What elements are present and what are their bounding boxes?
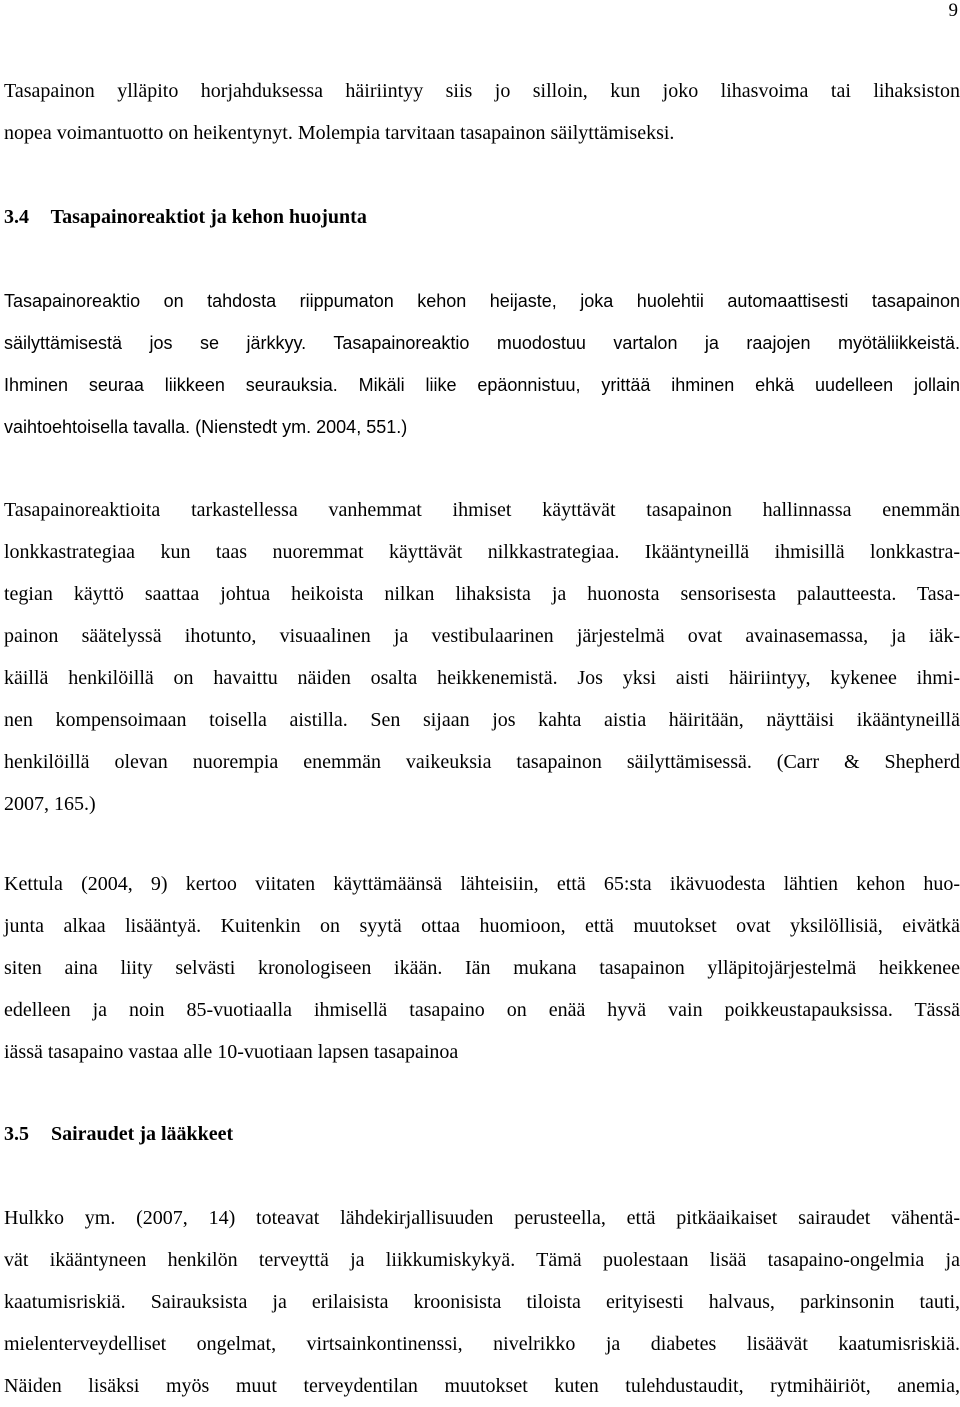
text-line: iässä tasapaino vastaa alle 10-vuotiaan lapsen tasapainoa — [4, 1041, 459, 1063]
text-line: nopea voimantuotto on heikentynyt. Molempia tarvitaan tasapainon säilyttämiseksi. — [4, 122, 675, 144]
paragraph-diseases — [4, 1197, 960, 1407]
text-line: junta alkaa lisääntyä. Kuitenkin on syytä ottaa huomioon, että muutokset ovat yksilöllisiä, eivätkä — [4, 915, 960, 937]
text-line: lonkkastrategiaa kun taas nuoremmat käyttävät nilkkastrategiaa. Ikääntyneillä ihmisillä lonkkastra- — [4, 541, 960, 563]
section-heading-3-5 — [4, 1113, 233, 1155]
text-line: vaihtoehtoisella tavalla. (Nienstedt ym. 2004, 551.) — [4, 417, 408, 437]
text-line: Tasapainoreaktio on tahdosta riippumaton kehon heijaste, joka huolehtii automaattisesti tasapainon — [4, 291, 960, 311]
text-line: Tasapainoreaktioita tarkastellessa vanhemmat ihmiset käyttävät tasapainon hallinnassa enemmän — [4, 499, 960, 521]
text-line: painon säätelyssä ihotunto, visuaalinen ja vestibulaarinen järjestelmä ovat avainasemassa, ja iäk- — [4, 625, 960, 647]
text-line: siten aina liity selvästi kronologiseen ikään. Iän mukana tasapainon ylläpitojärjestelmä heikkenee — [4, 957, 960, 979]
section-number: 3.5 — [4, 1123, 29, 1145]
paragraph-balance-reaction — [4, 280, 960, 448]
section-number: 3.4 — [4, 206, 29, 228]
text-line: 2007, 165.) — [4, 793, 96, 815]
text-line: Kettula (2004, 9) kertoo viitaten käyttämäänsä lähteisiin, että 65:sta ikävuodesta lähtien kehon huo- — [4, 873, 960, 895]
text-line: nen kompensoimaan toisella aistilla. Sen sijaan jos kahta aistia häiritään, näyttäisi ikääntyneillä — [4, 709, 960, 731]
section-title: Sairaudet ja lääkkeet — [51, 1123, 234, 1145]
text-line: vät ikääntyneen henkilön terveyttä ja liikkumiskykyä. Tämä puolestaan lisää tasapaino-ongelmia ja — [4, 1249, 960, 1271]
page-number: 9 — [948, 0, 958, 21]
text-line: Tasapainon ylläpito horjahduksessa häiriintyy siis jo silloin, kun joko lihasvoima tai lihaksiston — [4, 80, 960, 102]
paragraph-body-sway — [4, 863, 960, 1073]
section-title: Tasapainoreaktiot ja kehon huojunta — [50, 206, 367, 228]
text-line: tegian käyttö saattaa johtua heikoista nilkan lihaksista ja huonosta sensorisesta palautteesta. Tasa- — [4, 583, 960, 605]
text-line: Näiden lisäksi myös muut terveydentilan muutokset kuten tulehdustaudit, rytmihäiriöt, anemia, — [4, 1375, 960, 1397]
text-line: edelleen ja noin 85-vuotiaalla ihmisellä tasapaino on enää hyvä vain poikkeustapauksissa. Tässä — [4, 999, 960, 1021]
text-line: Ihminen seuraa liikkeen seurauksia. Mikäli liike epäonnistuu, yrittää ihminen ehkä uudelleen jollain — [4, 375, 960, 395]
section-heading-3-4 — [4, 196, 367, 238]
text-line: Hulkko ym. (2007, 14) toteavat lähdekirjallisuuden perusteella, että pitkäaikaiset sairaudet vähentä- — [4, 1207, 960, 1229]
text-line: kaatumisriskiä. Sairauksista ja erilaisista kroonisista tiloista erityisesti halvaus, parkinsonin tauti, — [4, 1291, 960, 1313]
paragraph-balance-disturbance — [4, 70, 960, 154]
text-line: säilyttämisestä jos se järkkyy. Tasapainoreaktio muodostuu vartalon ja raajojen myötäliikkeistä. — [4, 333, 960, 353]
text-line: mielenterveydelliset ongelmat, virtsainkontinenssi, nivelrikko ja diabetes lisäävät kaatumisriskiä. — [4, 1333, 960, 1355]
text-line: käillä henkilöillä on havaittu näiden osalta heikkenemistä. Jos yksi aisti häiriintyy, kykenee ihmi- — [4, 667, 960, 689]
text-line: henkilöillä olevan nuorempia enemmän vaikeuksia tasapainon säilyttämisessä. (Carr & Shepherd — [4, 751, 960, 773]
paragraph-strategies — [4, 489, 960, 825]
